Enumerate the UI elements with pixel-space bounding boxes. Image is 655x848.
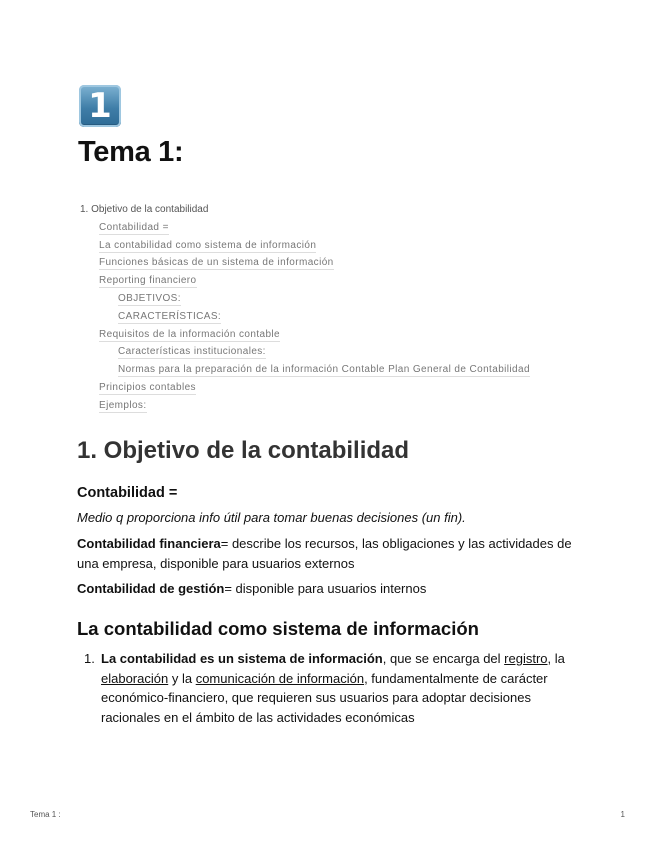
page-number: 1 <box>620 810 625 819</box>
toc-item[interactable]: Principios contables <box>99 382 196 393</box>
underlined-term: comunicación de información <box>195 670 365 686</box>
management-accounting-paragraph <box>77 579 577 599</box>
term-description: = disponible para usuarios internos <box>224 581 427 596</box>
toc-item[interactable]: La contabilidad como sistema de información <box>99 240 317 251</box>
toc-item[interactable]: Características institucionales: <box>118 346 266 357</box>
list-item-bold: La contabilidad es un sistema de información <box>101 651 383 666</box>
numbered-list <box>78 649 568 727</box>
term-bold: Contabilidad de gestión <box>77 581 225 596</box>
definition-text <box>77 508 577 528</box>
page-title: Tema 1: <box>78 136 184 168</box>
toc-item[interactable]: Requisitos de la información contable <box>99 329 281 340</box>
keycap-one-emoji: 1 <box>79 85 121 127</box>
list-item <box>101 649 568 727</box>
toc-item[interactable]: Reporting financiero <box>99 275 197 286</box>
toc-item[interactable]: Contabilidad = <box>99 222 169 233</box>
term-description: = describe los recursos, las obligaciones y las actividades de una empresa, disponible para usuarios externos <box>77 536 572 571</box>
subsection-heading: Contabilidad = <box>77 485 178 501</box>
toc-item[interactable]: CARACTERÍSTICAS: <box>118 311 222 322</box>
financial-accounting-paragraph <box>77 534 577 574</box>
list-item-text: y la <box>168 670 196 686</box>
list-item-text: , que se encarga del <box>382 651 505 666</box>
underlined-term: elaboración <box>101 670 169 686</box>
list-number: 1. <box>84 651 95 666</box>
toc-item[interactable]: Normas para la preparación de la información Contable Plan General de Contabilidad <box>118 364 530 375</box>
toc-item[interactable]: 1. Objetivo de la contabilidad <box>80 204 209 215</box>
toc-item[interactable]: OBJETIVOS: <box>118 293 181 304</box>
toc-item[interactable]: Ejemplos: <box>99 400 147 411</box>
footer-title: Tema 1 : <box>30 810 61 819</box>
underlined-term: registro <box>504 651 548 666</box>
definition-italic: Medio q proporciona info útil para tomar buenas decisiones (un fin). <box>77 510 466 525</box>
list-item-text: , fundamentalmente de carácter económico-financiero, que requieren sus usuarios para adoptar decisiones racionales en el ámbito de las actividades económicas <box>101 670 548 725</box>
list-item-text: , la <box>547 651 565 666</box>
section-heading: 1. Objetivo de la contabilidad <box>77 437 410 464</box>
section-heading: La contabilidad como sistema de información <box>77 618 479 639</box>
term-bold: Contabilidad financiera <box>77 536 221 551</box>
toc-item[interactable]: Funciones básicas de un sistema de información <box>99 257 334 268</box>
